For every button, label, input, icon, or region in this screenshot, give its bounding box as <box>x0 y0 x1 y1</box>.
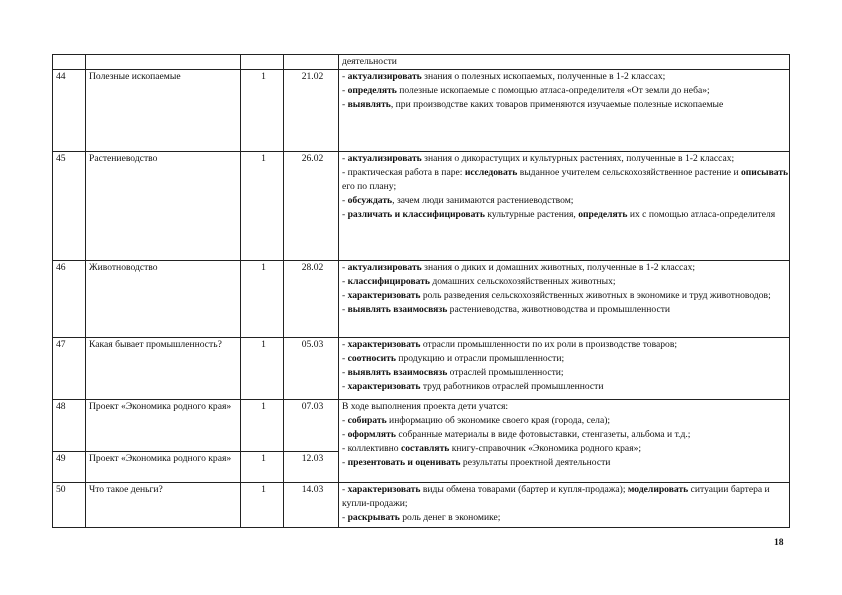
lesson-activities <box>339 483 790 528</box>
lesson-hours: 1 <box>241 261 284 338</box>
activity-text: знания о дикорастущих и культурных растениях, полученные в 1-2 классах; <box>421 153 735 165</box>
table-row <box>53 152 790 261</box>
table-row <box>53 70 790 152</box>
activity-text: - <box>342 339 348 351</box>
activity-text: отрасли промышленности по их роли в производстве товаров; <box>420 339 678 351</box>
activity-line <box>342 194 789 208</box>
activity-text: книгу-справочник «Экономика родного края»; <box>449 443 642 455</box>
activity-verb: собирать <box>347 415 387 427</box>
activity-text: - <box>342 381 348 393</box>
lesson-topic: Какая бывает промышленность? <box>86 338 241 400</box>
activity-text: знания о диких и домашних животных, полученные в 1-2 классах; <box>421 262 696 274</box>
activity-line <box>342 70 789 84</box>
activity-line <box>342 261 789 275</box>
activity-text: продукцию и отрасли промышленности; <box>395 353 565 365</box>
activity-verb: исследовать <box>464 167 518 179</box>
activity-line <box>342 98 789 112</box>
activity-line <box>342 275 789 289</box>
activity-text: - <box>342 290 348 302</box>
activity-text: - <box>342 262 348 274</box>
lesson-number: 47 <box>53 338 86 400</box>
activity-text: - <box>342 85 348 97</box>
activity-verb: характеризовать <box>347 290 421 302</box>
activity-verb: актуализировать <box>347 262 422 274</box>
lesson-topic: Что такое деньги? <box>86 483 241 528</box>
activity-text: - <box>342 304 348 316</box>
activity-text: - <box>342 276 348 288</box>
lesson-topic: Растениеводство <box>86 152 241 261</box>
activity-text: - <box>342 512 348 524</box>
activity-verb: определять <box>578 209 628 221</box>
activity-verb: соотносить <box>347 353 396 365</box>
activity-verb: актуализировать <box>347 71 422 83</box>
activity-text: культурные растения, <box>484 209 579 221</box>
activity-text: - практическая работа в паре: <box>342 167 465 179</box>
activity-line <box>342 380 789 394</box>
activity-verb: составлять <box>401 443 450 455</box>
activity-text: - <box>342 429 348 441</box>
lesson-date: 26.02 <box>284 152 339 261</box>
lesson-number: 48 <box>53 400 86 452</box>
activity-line <box>342 289 789 303</box>
activity-verb: раскрывать <box>347 512 400 524</box>
activity-text: отраслей промышленности; <box>447 367 564 379</box>
lesson-number: 46 <box>53 261 86 338</box>
lesson-topic: Проект «Экономика родного края» <box>86 452 241 483</box>
activity-text: - <box>342 353 348 365</box>
lesson-number <box>53 55 86 70</box>
activity-line <box>342 152 789 166</box>
activity-line <box>342 428 789 442</box>
activity-line <box>342 166 789 194</box>
table-row <box>53 55 790 70</box>
activity-line <box>342 511 789 525</box>
activity-text: результаты проектной деятельности <box>460 457 611 469</box>
table-row <box>53 400 790 452</box>
lesson-number: 50 <box>53 483 86 528</box>
lesson-hours: 1 <box>241 152 284 261</box>
activity-text: полезные ископаемые с помощью атласа-определителя «От земли до неба»; <box>396 85 710 97</box>
activity-text: - коллективно <box>342 443 401 455</box>
activity-text: их с помощью атласа-определителя <box>627 209 776 221</box>
activity-line <box>342 55 789 69</box>
table-row <box>53 483 790 528</box>
activity-text: роль разведения сельскохозяйственных животных в экономике и труд животноводов; <box>420 290 771 302</box>
lesson-number: 44 <box>53 70 86 152</box>
lesson-activities <box>339 70 790 152</box>
activity-text: , зачем люди занимаются растениеводством; <box>392 195 574 207</box>
activity-verb: выявлять взаимосвязь <box>347 304 448 316</box>
activity-line <box>342 400 789 414</box>
lesson-activities <box>339 400 790 483</box>
activity-verb: характеризовать <box>347 339 421 351</box>
lesson-date: 14.03 <box>284 483 339 528</box>
lesson-date: 05.03 <box>284 338 339 400</box>
activity-text: деятельности <box>342 56 397 67</box>
lesson-hours: 1 <box>241 452 284 483</box>
activity-line <box>342 338 789 352</box>
activity-line <box>342 84 789 98</box>
activity-verb: определять <box>347 85 397 97</box>
lesson-topic <box>86 55 241 70</box>
lesson-hours <box>241 55 284 70</box>
activity-text: труд работников отраслей промышленности <box>420 381 604 393</box>
activity-text: - <box>342 209 348 221</box>
lesson-activities <box>339 152 790 261</box>
activity-text: знания о полезных ископаемых, полученные в 1-2 классах; <box>421 71 666 83</box>
activity-line <box>342 483 789 511</box>
activity-text: - <box>342 99 348 111</box>
lesson-number: 45 <box>53 152 86 261</box>
lesson-number: 49 <box>53 452 86 483</box>
lesson-plan-table <box>52 54 790 528</box>
activity-text: , при производстве каких товаров применяются изучаемые полезные ископаемые <box>390 99 724 111</box>
activity-text: информацию об экономике своего края (города, села); <box>386 415 611 427</box>
activity-text: виды обмена товарами (бартер и купля-продажа); <box>420 484 628 496</box>
lesson-date: 12.03 <box>284 452 339 483</box>
activity-verb: различать и классифицировать <box>347 209 485 221</box>
activity-line <box>342 352 789 366</box>
activity-text: - <box>342 195 348 207</box>
activity-verb: характеризовать <box>347 381 421 393</box>
page-number: 18 <box>774 537 784 548</box>
lesson-activities <box>339 55 790 70</box>
activity-text: собранные материалы в виде фотовыставки, стенгазеты, альбома и т.д.; <box>395 429 691 441</box>
activity-text: домашних сельскохозяйственных животных; <box>429 276 616 288</box>
table-row <box>53 338 790 400</box>
lesson-date: 21.02 <box>284 70 339 152</box>
activity-verb: обсуждать <box>347 195 393 207</box>
activity-text: роль денег в экономике; <box>399 512 501 524</box>
activity-text: - <box>342 415 348 427</box>
activity-text: - <box>342 153 348 165</box>
activity-text: В ходе выполнения проекта дети учатся: <box>342 401 509 413</box>
activity-line <box>342 366 789 380</box>
activity-verb: оформлять <box>347 429 396 441</box>
activity-text: - <box>342 71 348 83</box>
activity-verb: актуализировать <box>347 153 422 165</box>
activity-text: растениеводства, животноводства и промышленности <box>447 304 671 316</box>
activity-verb: характеризовать <box>347 484 421 496</box>
lesson-date: 07.03 <box>284 400 339 452</box>
lesson-topic: Животноводство <box>86 261 241 338</box>
table-row <box>53 261 790 338</box>
activity-verb: классифицировать <box>347 276 430 288</box>
lesson-topic: Полезные ископаемые <box>86 70 241 152</box>
activity-text: ситуации бартера и купли-продажи; <box>342 484 770 510</box>
activity-line <box>342 303 789 317</box>
activity-verb: презентовать и оценивать <box>347 457 461 469</box>
activity-line <box>342 414 789 428</box>
lesson-hours: 1 <box>241 483 284 528</box>
activity-text: - <box>342 367 348 379</box>
activity-verb: выявлять взаимосвязь <box>347 367 448 379</box>
activity-text: его по плану; <box>342 181 397 193</box>
activity-text: выданное учителем сельскохозяйственное растение и <box>517 167 741 179</box>
lesson-activities <box>339 338 790 400</box>
activity-line <box>342 208 789 222</box>
lesson-hours: 1 <box>241 400 284 452</box>
lesson-hours: 1 <box>241 338 284 400</box>
lesson-hours: 1 <box>241 70 284 152</box>
activity-line <box>342 456 789 470</box>
lesson-topic: Проект «Экономика родного края» <box>86 400 241 452</box>
activity-text: - <box>342 484 348 496</box>
activity-verb: выявлять <box>347 99 391 111</box>
activity-text: - <box>342 457 348 469</box>
activity-verb: описывать <box>740 167 789 179</box>
lesson-activities <box>339 261 790 338</box>
activity-verb: моделировать <box>627 484 689 496</box>
activity-line <box>342 442 789 456</box>
lesson-date: 28.02 <box>284 261 339 338</box>
lesson-date <box>284 55 339 70</box>
